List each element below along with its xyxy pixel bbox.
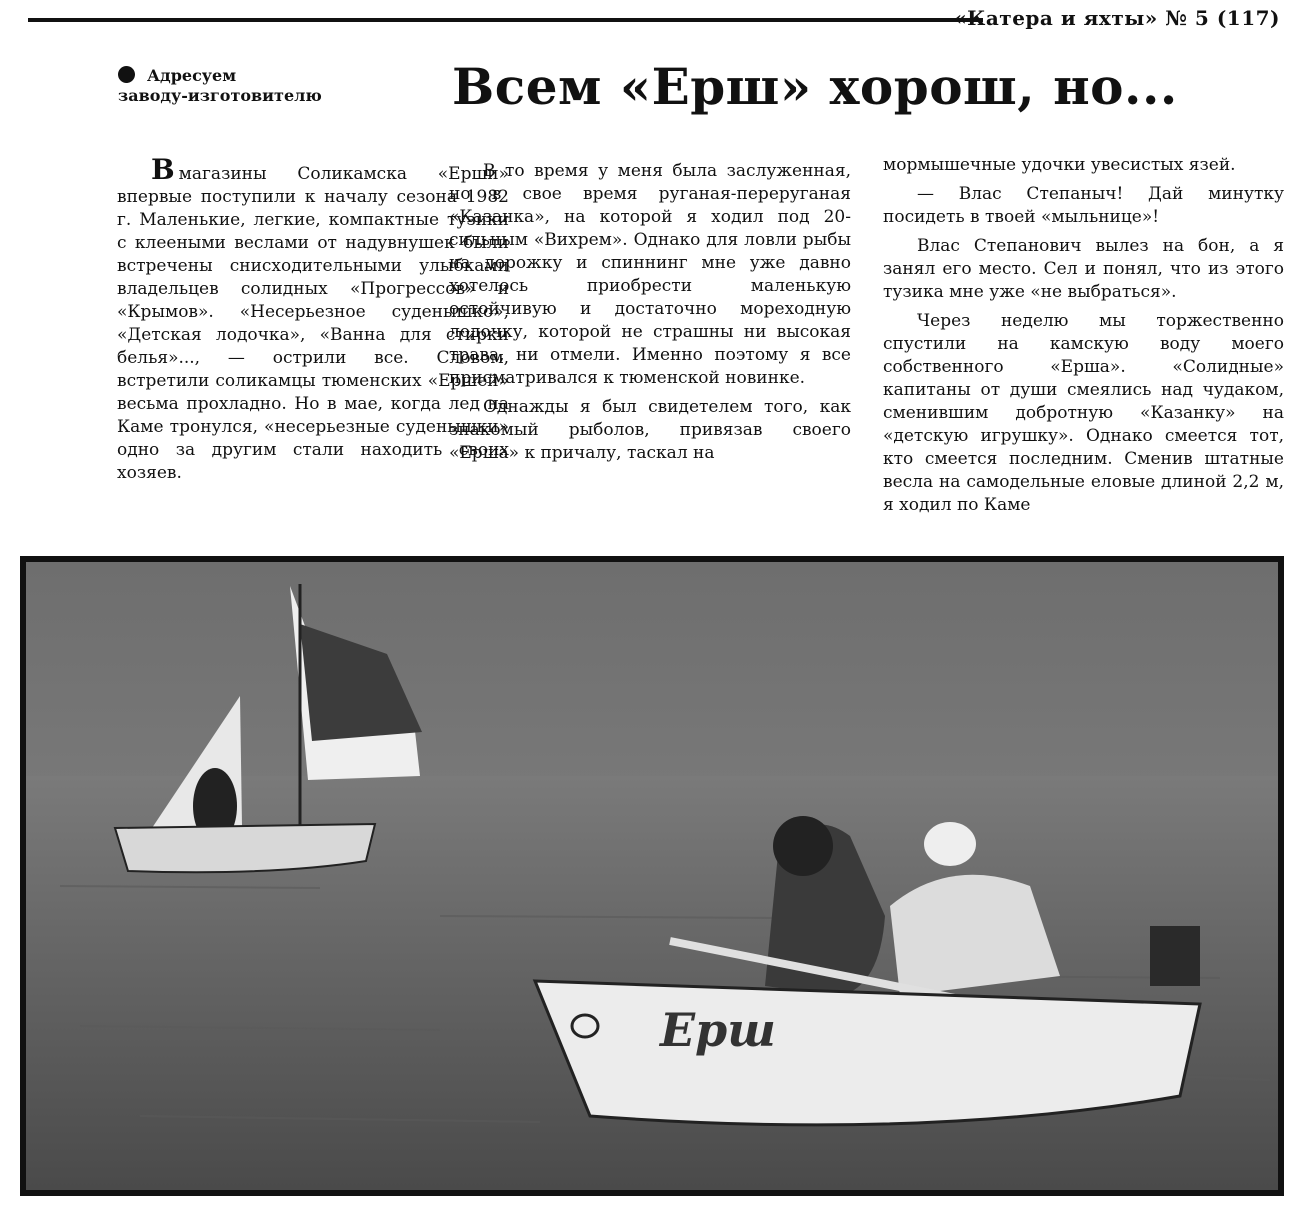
article-column-3 [883, 154, 1284, 517]
boat-name-lettering: Ерш [660, 1003, 776, 1057]
paragraph: Влас Степанович вылез на бон, а я занял его место. Сел и понял, что из этого тузика мне уже «не выбраться». [883, 236, 1284, 302]
paragraph: — Влас Степаныч! Дай минутку посидеть в твоей «мыльнице»! [883, 184, 1284, 227]
rubric-line2: заводу-изготовителю [118, 86, 322, 105]
paragraph-text: магазины Соликамска «Ерши» впервые поступили к началу сезона 1982 г. Маленькие, легкие, компактные тузики с клееными веслами от надувнушек были встречены снисходительными улыбками владельцев солидных «Прогрессов» и «Крымов». «Несерьезное суденышко», «Детская лодочка», «Ванна для стирки белья»..., — острили все. Словом, встретили соликамцы тюменских «Ершей» весьма прохладно. Но в мае, когда лед на Каме тронулся, «несерьезные суденышки» одно за другим стали находить своих хозяев. [117, 164, 509, 483]
article-photo [20, 556, 1284, 1196]
paragraph: В то время у меня была заслуженная, но в свое время руганая-переруганая «Казанка», на которой я ходил под 20-сильным «Вихрем». Однако для ловли рыбы на дорожку и спиннинг мне уже давно хотелось приобрести маленькую остойчивую и достаточно мореходную лодочку, которой не страшны ни высокая трава, ни отмели. Именно поэтому я все присматривался к тюменской новинке. [449, 161, 851, 388]
paragraph: Однажды я был свидетелем того, как знакомый рыболов, привязав своего «Ерша» к причалу, таскал на [449, 397, 851, 463]
running-head: «Катера и яхты» № 5 (117) [954, 6, 1280, 30]
header-rule [28, 18, 983, 22]
paragraph: Через неделю мы торжественно спустили на камскую воду моего собственного «Ерша». «Солидные» капитаны от души смеялись над чудаком, сменившим добротную «Казанку» на «детскую игрушку». Однако смеется тот, кто смеется последним. Сменив штатные весла на самодельные еловые длиной 2,2 м, я ходил по Каме [883, 311, 1284, 515]
rubric [118, 66, 322, 106]
paragraph: мормышечные удочки увесистых язей. [883, 155, 1236, 175]
rubric-line1: Адресуем [147, 66, 237, 85]
article-headline: Всем «Ерш» хорош, но... [452, 57, 1178, 116]
drop-cap: В [151, 153, 175, 186]
bullet-icon [118, 66, 135, 83]
article-column-2 [449, 160, 851, 465]
